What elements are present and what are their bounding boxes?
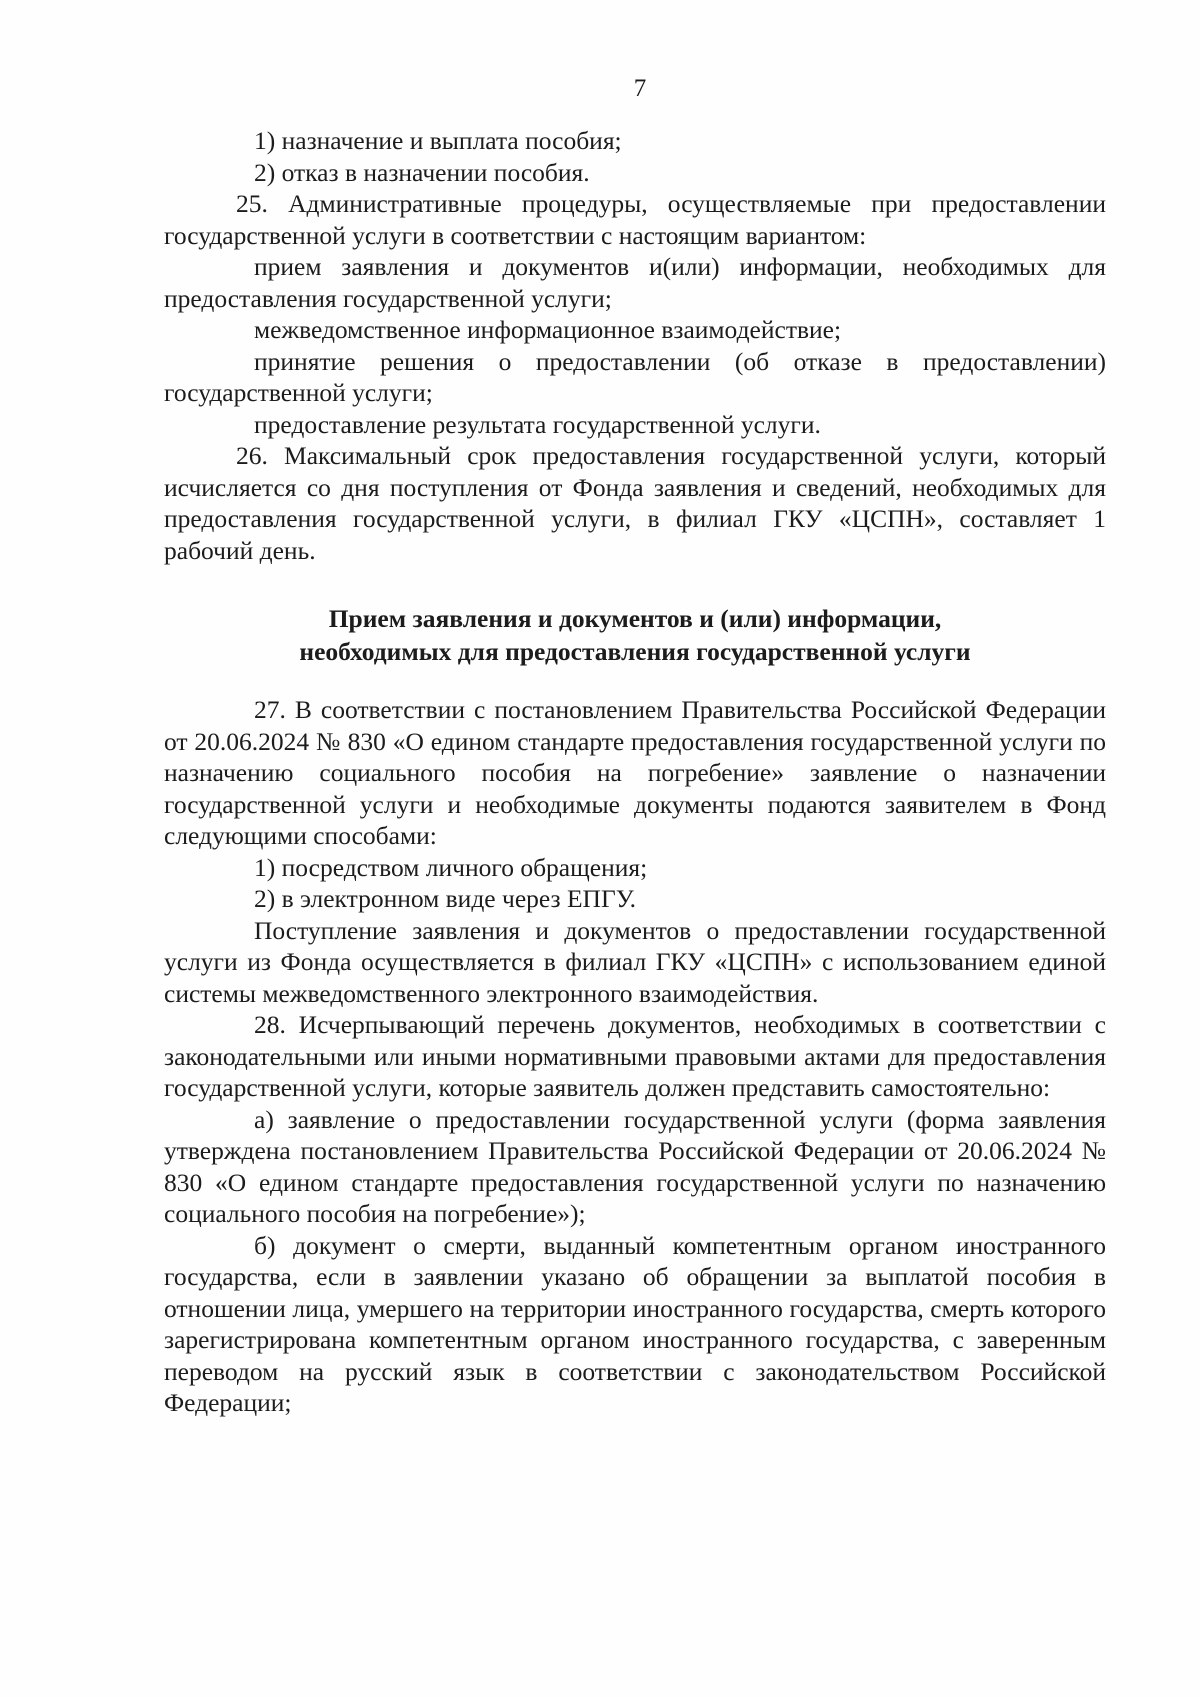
section-heading-line: Прием заявления и документов и (или) информации,: [328, 604, 942, 633]
clause-25: 25. Административные процедуры, осуществляемые при предоставлении государственной услуги в соответствии с настоящим вариантом:: [164, 189, 1106, 250]
paragraph: Поступление заявления и документов о предоставлении государственной услуги из Фонда осуществляется в филиал ГКУ «ЦСПН» с использованием единой системы межведомственного электронного взаимодействия.: [164, 915, 1106, 1008]
list-item: прием заявления и документов и(или) информации, необходимых для предоставления государственной услуги;: [164, 252, 1106, 313]
clause-27: 27. В соответствии с постановлением Правительства Российской Федерации от 20.06.2024 № 830 «О едином стандарте предоставления государственной услуги по назначению социального пособия на погребение» заявление о назначении государственной услуги и необходимые документы подаются заявителем в Фонд следующими способами:: [164, 695, 1106, 850]
section-heading-line: необходимых для предоставления государственной услуги: [299, 637, 971, 666]
list-item: принятие решения о предоставлении (об отказе в предоставлении) государственной услуги;: [164, 346, 1106, 407]
section-heading: [164, 602, 1106, 668]
list-item: 1) посредством личного обращения;: [254, 852, 648, 882]
clause-28: 28. Исчерпывающий перечень документов, необходимых в соответствии с законодательными или иными нормативными правовыми актами для предоставления государственной услуги, которые заявитель должен представить самостоятельно:: [164, 1010, 1106, 1102]
list-item: б) документ о смерти, выданный компетентным органом иностранного государства, если в заявлении указано об обращении за выплатой пособия в отношении лица, умершего на территории иностранного государства, смерть которого зарегистрирована компетентным органом иностранного государства, с заверенным переводом на русский язык в соответствии с законодательством Российской Федерации;: [164, 1230, 1106, 1417]
list-item: 1) назначение и выплата пособия;: [254, 126, 622, 155]
clause-26: 26. Максимальный срок предоставления государственной услуги, который исчисляется со дня поступления от Фонда заявления и сведений, необходимых для предоставления государственной услуги, в филиал ГКУ «ЦСПН», составляет 1 рабочий день.: [164, 441, 1106, 565]
list-item: 2) отказ в назначении пособия.: [254, 157, 590, 187]
list-item: 2) в электронном виде через ЕПГУ.: [254, 884, 636, 913]
document-body: [164, 125, 1106, 1419]
list-item: предоставление результата государственной услуги.: [254, 409, 821, 439]
page-number: 7: [633, 75, 647, 102]
list-item: а) заявление о предоставлении государственной услуги (форма заявления утверждена постановлением Правительства Российской Федерации от 20.06.2024 № 830 «О едином стандарте предоставления государственной услуги по назначению социального пособия на погребение»);: [164, 1104, 1106, 1228]
list-item: межведомственное информационное взаимодействие;: [254, 315, 842, 344]
